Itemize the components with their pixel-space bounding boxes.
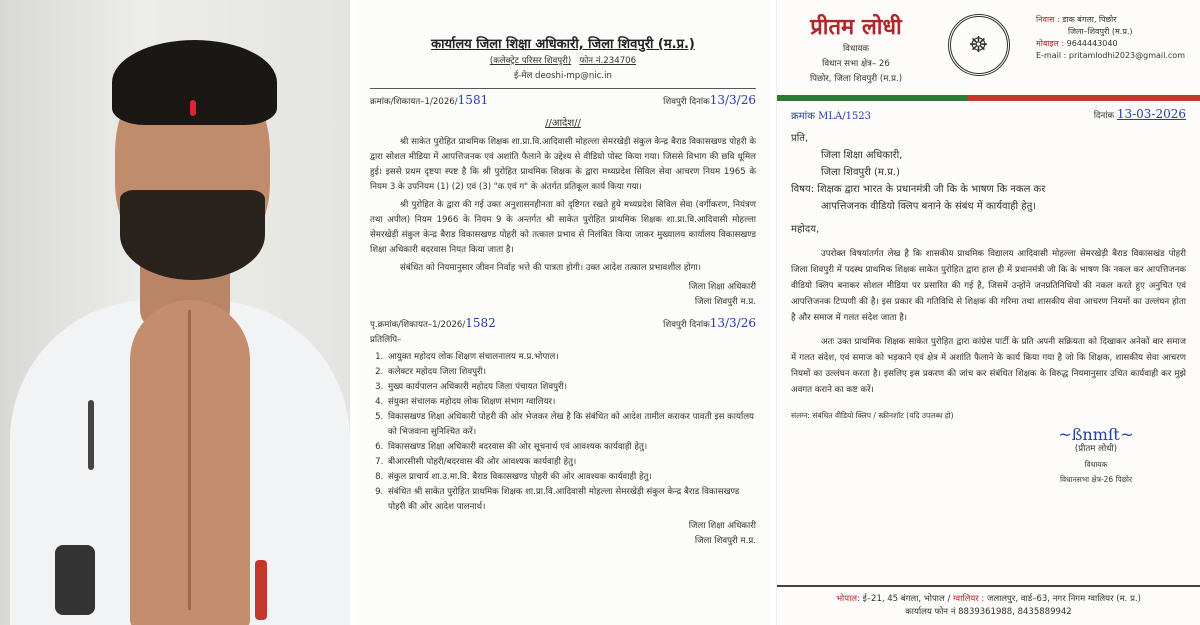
list-item: 7. बीआरसीसी पोहरी/बदरवास की ओर आवश्यक कार्यवाही हेतु। xyxy=(386,455,756,470)
red-thread xyxy=(255,560,267,620)
ref-row: क्रमांक MLA/1523 दिनांक 13-03-2026 xyxy=(791,107,1186,122)
wristwatch xyxy=(55,545,95,615)
list-item: 8. संकुल प्राचार्य शा.उ.मा.वि. बैराड विकासखण्ड पोहरी की ओर आवश्यक कार्यवाही हेतु। xyxy=(386,470,756,485)
list-item: 6. विकासखण्ड शिक्षा अधिकारी बदरवास की ओर सूचनार्थ एवं आवश्यक कार्यवाही हेतु। xyxy=(386,440,756,455)
subject: विषय: शिक्षक द्वारा भारत के प्रधानमंत्री जी कि के भाषण कि नकल कर xyxy=(791,184,1046,195)
enclosure-note: संलग्न: संबंधित वीडियो क्लिप / स्क्रीनशॉट (यदि उपलब्ध हो) xyxy=(791,411,954,420)
list-item: 1. आयुक्त महोदय लोक शिक्षण संचालनालय म.प्र.भोपाल। xyxy=(386,350,756,365)
mla-letter xyxy=(776,0,1200,625)
ref-row xyxy=(370,93,756,110)
letter-footer: भोपाल: ई–21, 45 बंगला, भोपाल / ग्वालियर : जलालपुर, वार्ड–63, नगर निगम ग्वालियर (म. प्र.) कार्यालय फोन नं 8839361988, 8435889942 xyxy=(777,585,1200,625)
ref-number: क्रमांक/शिकायत–1/2026/1581 xyxy=(370,93,489,107)
office-email: ई-मेल deoshi-mp@nic.in xyxy=(514,71,612,81)
letter-para-1: उपरोक्त विषयांतर्गत लेख है कि शासकीय प्राथमिक विद्यालय आदिवासी मोहल्ला सेमरखेड़ी बैराड विकासखंड पोहरी जिला शिवपुरी में पदस्थ प्राथमिक शिक्षक साकेत पुरोहित द्वारा हाल ही में प्रधानमंत्री जी कि के भाषण कि नकल कर आपत्तिजनक वीडियो क्लिप बनाकर सोशल मीडिया पर प्रसारित की गई है, जिसमें उन्होंने जनप्रतिनिधियों की नकल करते हुए अनुचित एवं आपत्तिजनक टिप्पणी की है। इस प्रकार की गतिविधि से शिक्षक की गरिमा तथा शासकीय सेवा आचरण नियमों का उल्लंघन होता है और समाज में गलत संदेश जाता है। xyxy=(791,249,1186,323)
list-item: 4. संयुक्त संचालक महोदय लोक शिक्षण संभाग ग्वालियर। xyxy=(386,395,756,410)
copy-list xyxy=(386,350,756,515)
mla-signature-block: ~ßnmﬅ~ (प्रीतम लोधी) विधायक विधानसभा क्षेत्र-26 पिछोर xyxy=(1036,427,1186,487)
order-title: //आदेश// xyxy=(545,118,581,129)
ref-row-2: पृ.क्रमांक/शिकायत–1/2026/1582 शिवपुरी दिनांक13/3/26 xyxy=(370,316,756,330)
letterhead xyxy=(791,14,1186,87)
list-item: 5. विकासखण्ड शिक्षा अधिकारी पोहरी की ओर भेजकर लेख है कि संबंधित को आदेश तामील कराकर पावती इस कार्यालय को भिजवाना सुनिश्चित करें। xyxy=(386,410,756,440)
state-emblem-seal-icon: ☸ xyxy=(948,14,1010,76)
pen-in-pocket xyxy=(88,400,94,470)
order-para-3: संबंधित को नियमानुसार जीवन निर्वाह भत्ते की पात्रता होगी। उक्त आदेश तत्काल प्रभावशील होगा। xyxy=(400,263,701,273)
office-address: (कलेक्ट्रेट परिसर शिवपुरी) फोन नं.234706 xyxy=(489,56,637,66)
folded-hands xyxy=(130,300,250,625)
mla-identity: प्रीतम लोधी विधायक विधान सभा क्षेत्र– 26 पिछोर, जिला शिवपुरी (म.प्र.) xyxy=(791,14,921,87)
order-para-2: श्री पुरोहित के द्वारा की गई उक्त अनुशासनहीनता को दृष्टिगत रखते हुये मध्यप्रदेश सिविल सेवा (वर्गीकरण, नियंत्रण तथा अपील) नियम 1966 के नियम 9 के अन्तर्गत श्री साकेत पुरोहित प्राथमिक शिक्षक शा.प्रा.वि.आदिवासी मोहल्ला सेमरखेड़ी संकुल केन्द्र बैराड विकासखण्ड पोहरी को तत्काल प्रभाव से निलंबित किया जाकर मुख्यालय कार्यालय विकासखण्ड शिक्षा अधिकारी बदरवास नियत किया जाता है। xyxy=(370,200,756,255)
divider xyxy=(370,88,756,89)
beard xyxy=(120,190,265,280)
signature-icon: ~ßnmﬅ~ xyxy=(1058,425,1134,444)
mla-name: प्रीतम लोधी xyxy=(810,15,902,40)
signature-block-1: जिला शिक्षा अधिकारी जिला शिवपुरी म.प्र. xyxy=(688,282,756,307)
letter-para-2: अतः उक्त प्राथमिक शिक्षक साकेत पुरोहित द्वारा कांग्रेस पार्टी के प्रति अपनी सक्रियता को दिखाकर अनेकों बार समाज में गलत संदेश, एवं समाज को भड़काने एवं क्षेत्र में अशांति फैलाने के कार्य किया गया है जो कि शिक्षक, शासकीय सेवा आचरण नियमों का उल्लंघन करता है। इसलिए इस प्रकरण की जांच कर संबंधित शिक्षक के विरुद्ध नियमानुसार उचित कार्यवाही कर मुझे अवगत कराने का कष्ट करें। xyxy=(791,337,1186,395)
list-item: 3. मुख्य कार्यपालन अधिकारी महोदय जिला पंचायत शिवपुरी। xyxy=(386,380,756,395)
list-item: 2. कलेक्टर महोदय जिला शिवपुरी। xyxy=(386,365,756,380)
order-date: शिवपुरी दिनांक13/3/26 xyxy=(663,93,756,107)
list-item: 9. संबंधित श्री साकेत पुरोहित प्राथमिक शिक्षक शा.प्रा.वि.आदिवासी मोहल्ला सेमरखेड़ी संकुल केन्द्र बैराड विकासखण्ड पोहरी की ओर आदेश पालनार्थ। xyxy=(386,485,756,515)
office-heading: कार्यालय जिला शिक्षा अधिकारी, जिला शिवपुरी (म.प्र.) xyxy=(431,37,695,52)
copy-label: प्रतिलिपि– xyxy=(370,335,402,345)
tilak-mark xyxy=(190,100,196,116)
photo-man-folded-hands xyxy=(0,0,350,625)
letterhead-stripe xyxy=(777,95,1200,101)
contact-block: निवास : डाक बंगला, पिछोर जिला–शिवपुरी (म.प्र.) मोबाइल : 9644443040 E-mail : pritamlodhi2023@gmail.com xyxy=(1036,15,1185,60)
recipient-block: प्रति, जिला शिक्षा अधिकारी, जिला शिवपुरी (म.प्र.) विषय: शिक्षक द्वारा भारत के प्रधानमंत्री जी कि के भाषण कि नकल कर आपत्तिजनक वीडियो क्लिप बनाने के संबंध में कार्यवाही हेतु। महोदय, xyxy=(791,130,1186,238)
order-para-1: श्री साकेत पुरोहित प्राथमिक शिक्षक शा.प्रा.वि.आदिवासी मोहल्ला सेमरखेड़ी संकुल केन्द्र बैराड विकासखण्ड पोहरी के द्वारा सोशल मीडिया में आपत्तिजनक एवं अशांति फैलाने के उद्देश्य से वीडियो पोस्ट किया गया। जिससे विभाग की छवि धूमिल हुई। इससे प्रथम दृष्टया स्पष्ट है कि श्री पुरोहित प्राथमिक शिक्षक के द्वारा मध्यप्रदेश सिविल सेवा आचरण नियम 1965 के नियम 3 के उपनियम (1) (2) एवं (3) "क एवं ग" के अंतर्गत प्रतिकूल कार्य किया गया। xyxy=(370,137,756,192)
signature-block-2: जिला शिक्षा अधिकारी जिला शिवपुरी म.प्र. xyxy=(688,521,756,546)
deo-suspension-order xyxy=(356,0,770,625)
